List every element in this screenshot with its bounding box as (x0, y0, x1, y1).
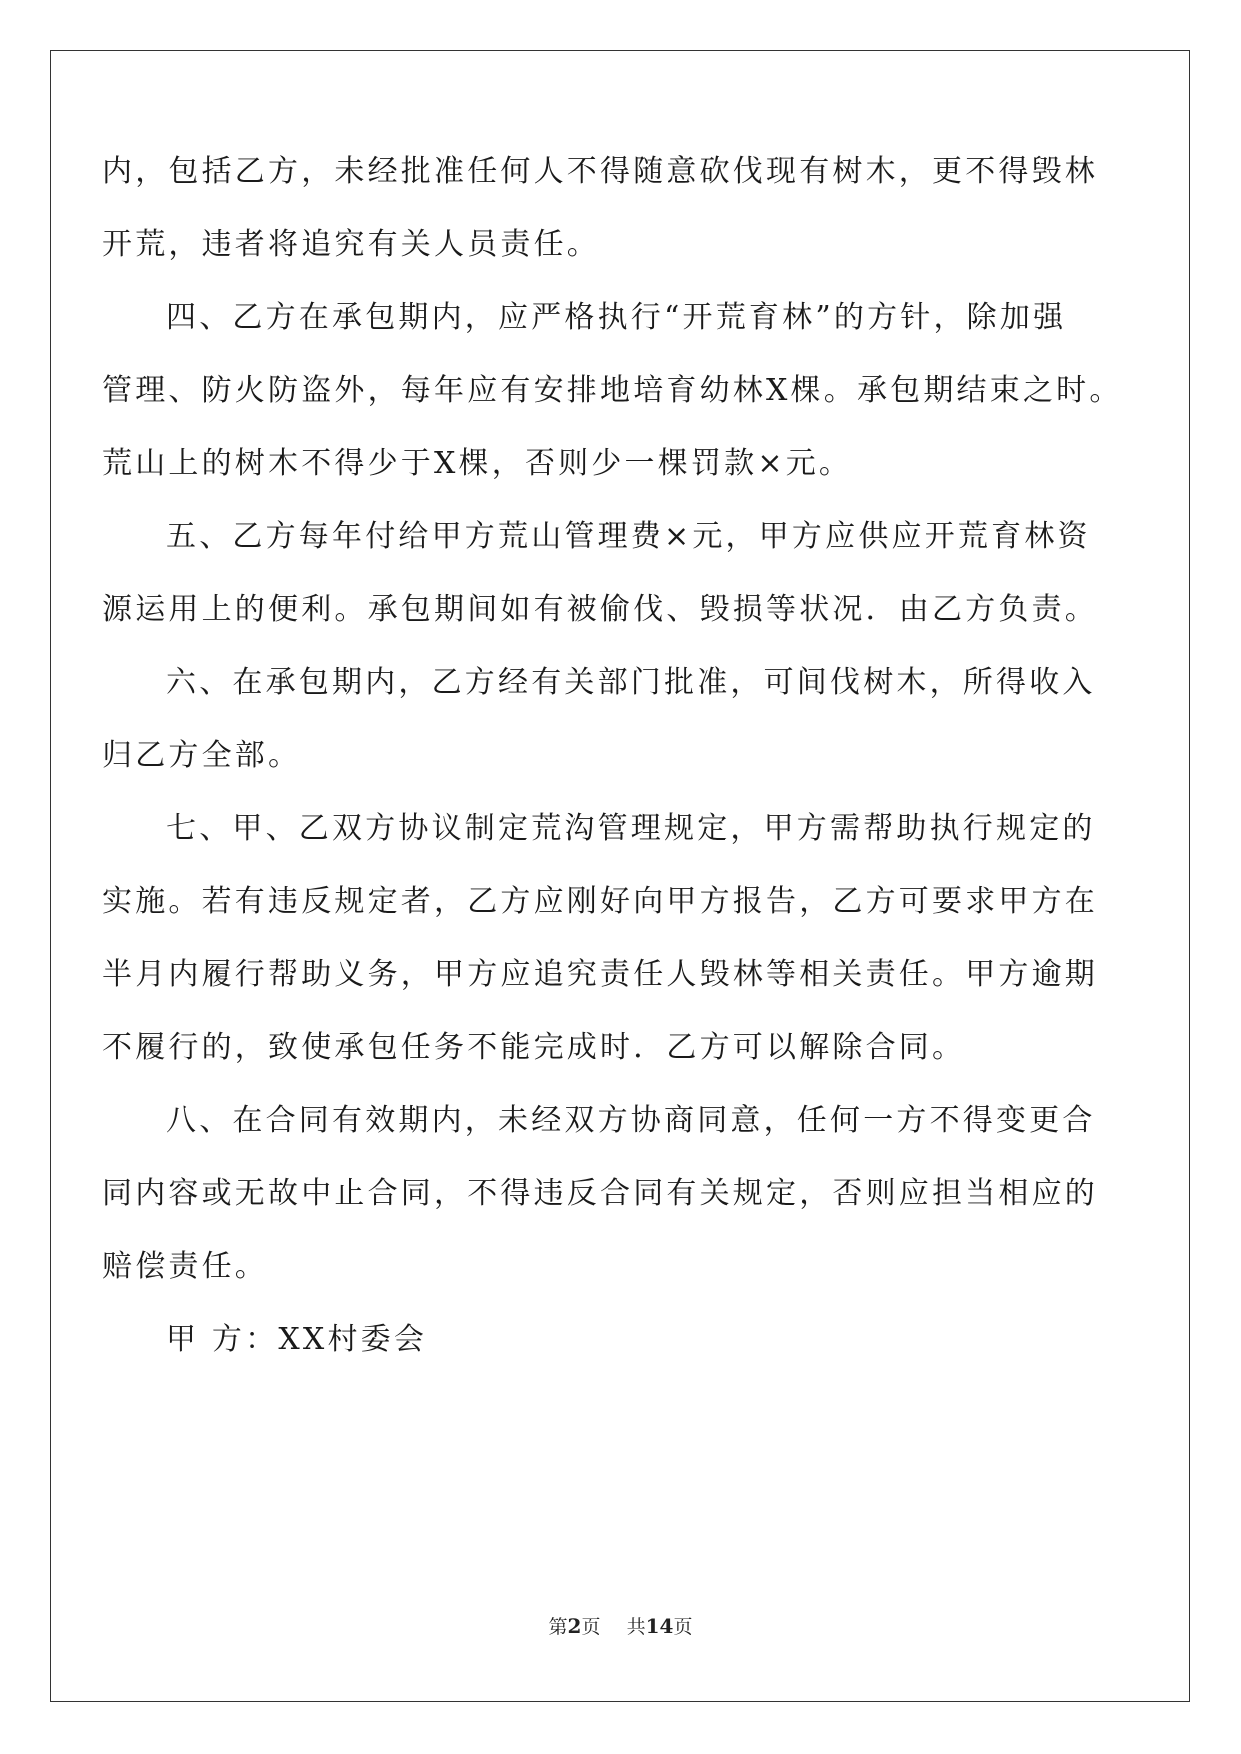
text-line: 开荒，违者将追究有关人员责任。 (102, 227, 600, 262)
text-line: 实施。若有违反规定者，乙方应刚好向甲方报告，乙方可要求甲方在 (102, 884, 1098, 919)
text-line: 内，包括乙方，未经批准任何人不得随意砍伐现有树木，更不得毁林 (102, 154, 1098, 189)
page-footer (0, 1614, 1241, 1639)
total-suffix: 页 (673, 1616, 693, 1638)
total-prefix: 共 (626, 1616, 646, 1638)
clause-four-line: 四、乙方在承包期内，应严格执行“开荒育林”的方针，除加强 (166, 300, 1067, 335)
text-line: 不履行的，致使承包任务不能完成时．乙方可以解除合同。 (102, 1030, 966, 1065)
page-suffix: 页 (581, 1616, 601, 1638)
text-line: 归乙方全部。 (102, 738, 302, 773)
text-line: 半月内履行帮助义务，甲方应追究责任人毁林等相关责任。甲方逾期 (102, 957, 1098, 992)
text-line: 管理、防火防盗外，每年应有安排地培育幼林X棵。承包期结束之时。 (102, 373, 1123, 408)
text-line: 同内容或无故中止合同，不得违反合同有关规定，否则应担当相应的 (102, 1176, 1098, 1211)
clause-eight-line: 八、在合同有效期内，未经双方协商同意，任何一方不得变更合 (166, 1103, 1096, 1138)
party-a-signature-line: 甲 方：XX村委会 (166, 1322, 428, 1357)
text-line: 源运用上的便利。承包期间如有被偷伐、毁损等状况．由乙方负责。 (102, 592, 1098, 627)
page-prefix: 第 (548, 1616, 568, 1638)
text-line: 荒山上的树木不得少于X棵，否则少一棵罚款×元。 (102, 446, 853, 481)
total-pages: 14 (645, 1614, 674, 1638)
clause-six-line: 六、在承包期内，乙方经有关部门批准，可间伐树木，所得收入 (166, 665, 1096, 700)
clause-seven-line: 七、甲、乙双方协议制定荒沟管理规定，甲方需帮助执行规定的 (166, 811, 1096, 846)
text-line: 赔偿责任。 (102, 1249, 268, 1284)
page-number: 2 (567, 1614, 582, 1638)
clause-five-line: 五、乙方每年付给甲方荒山管理费×元，甲方应供应开荒育林资 (166, 519, 1091, 554)
